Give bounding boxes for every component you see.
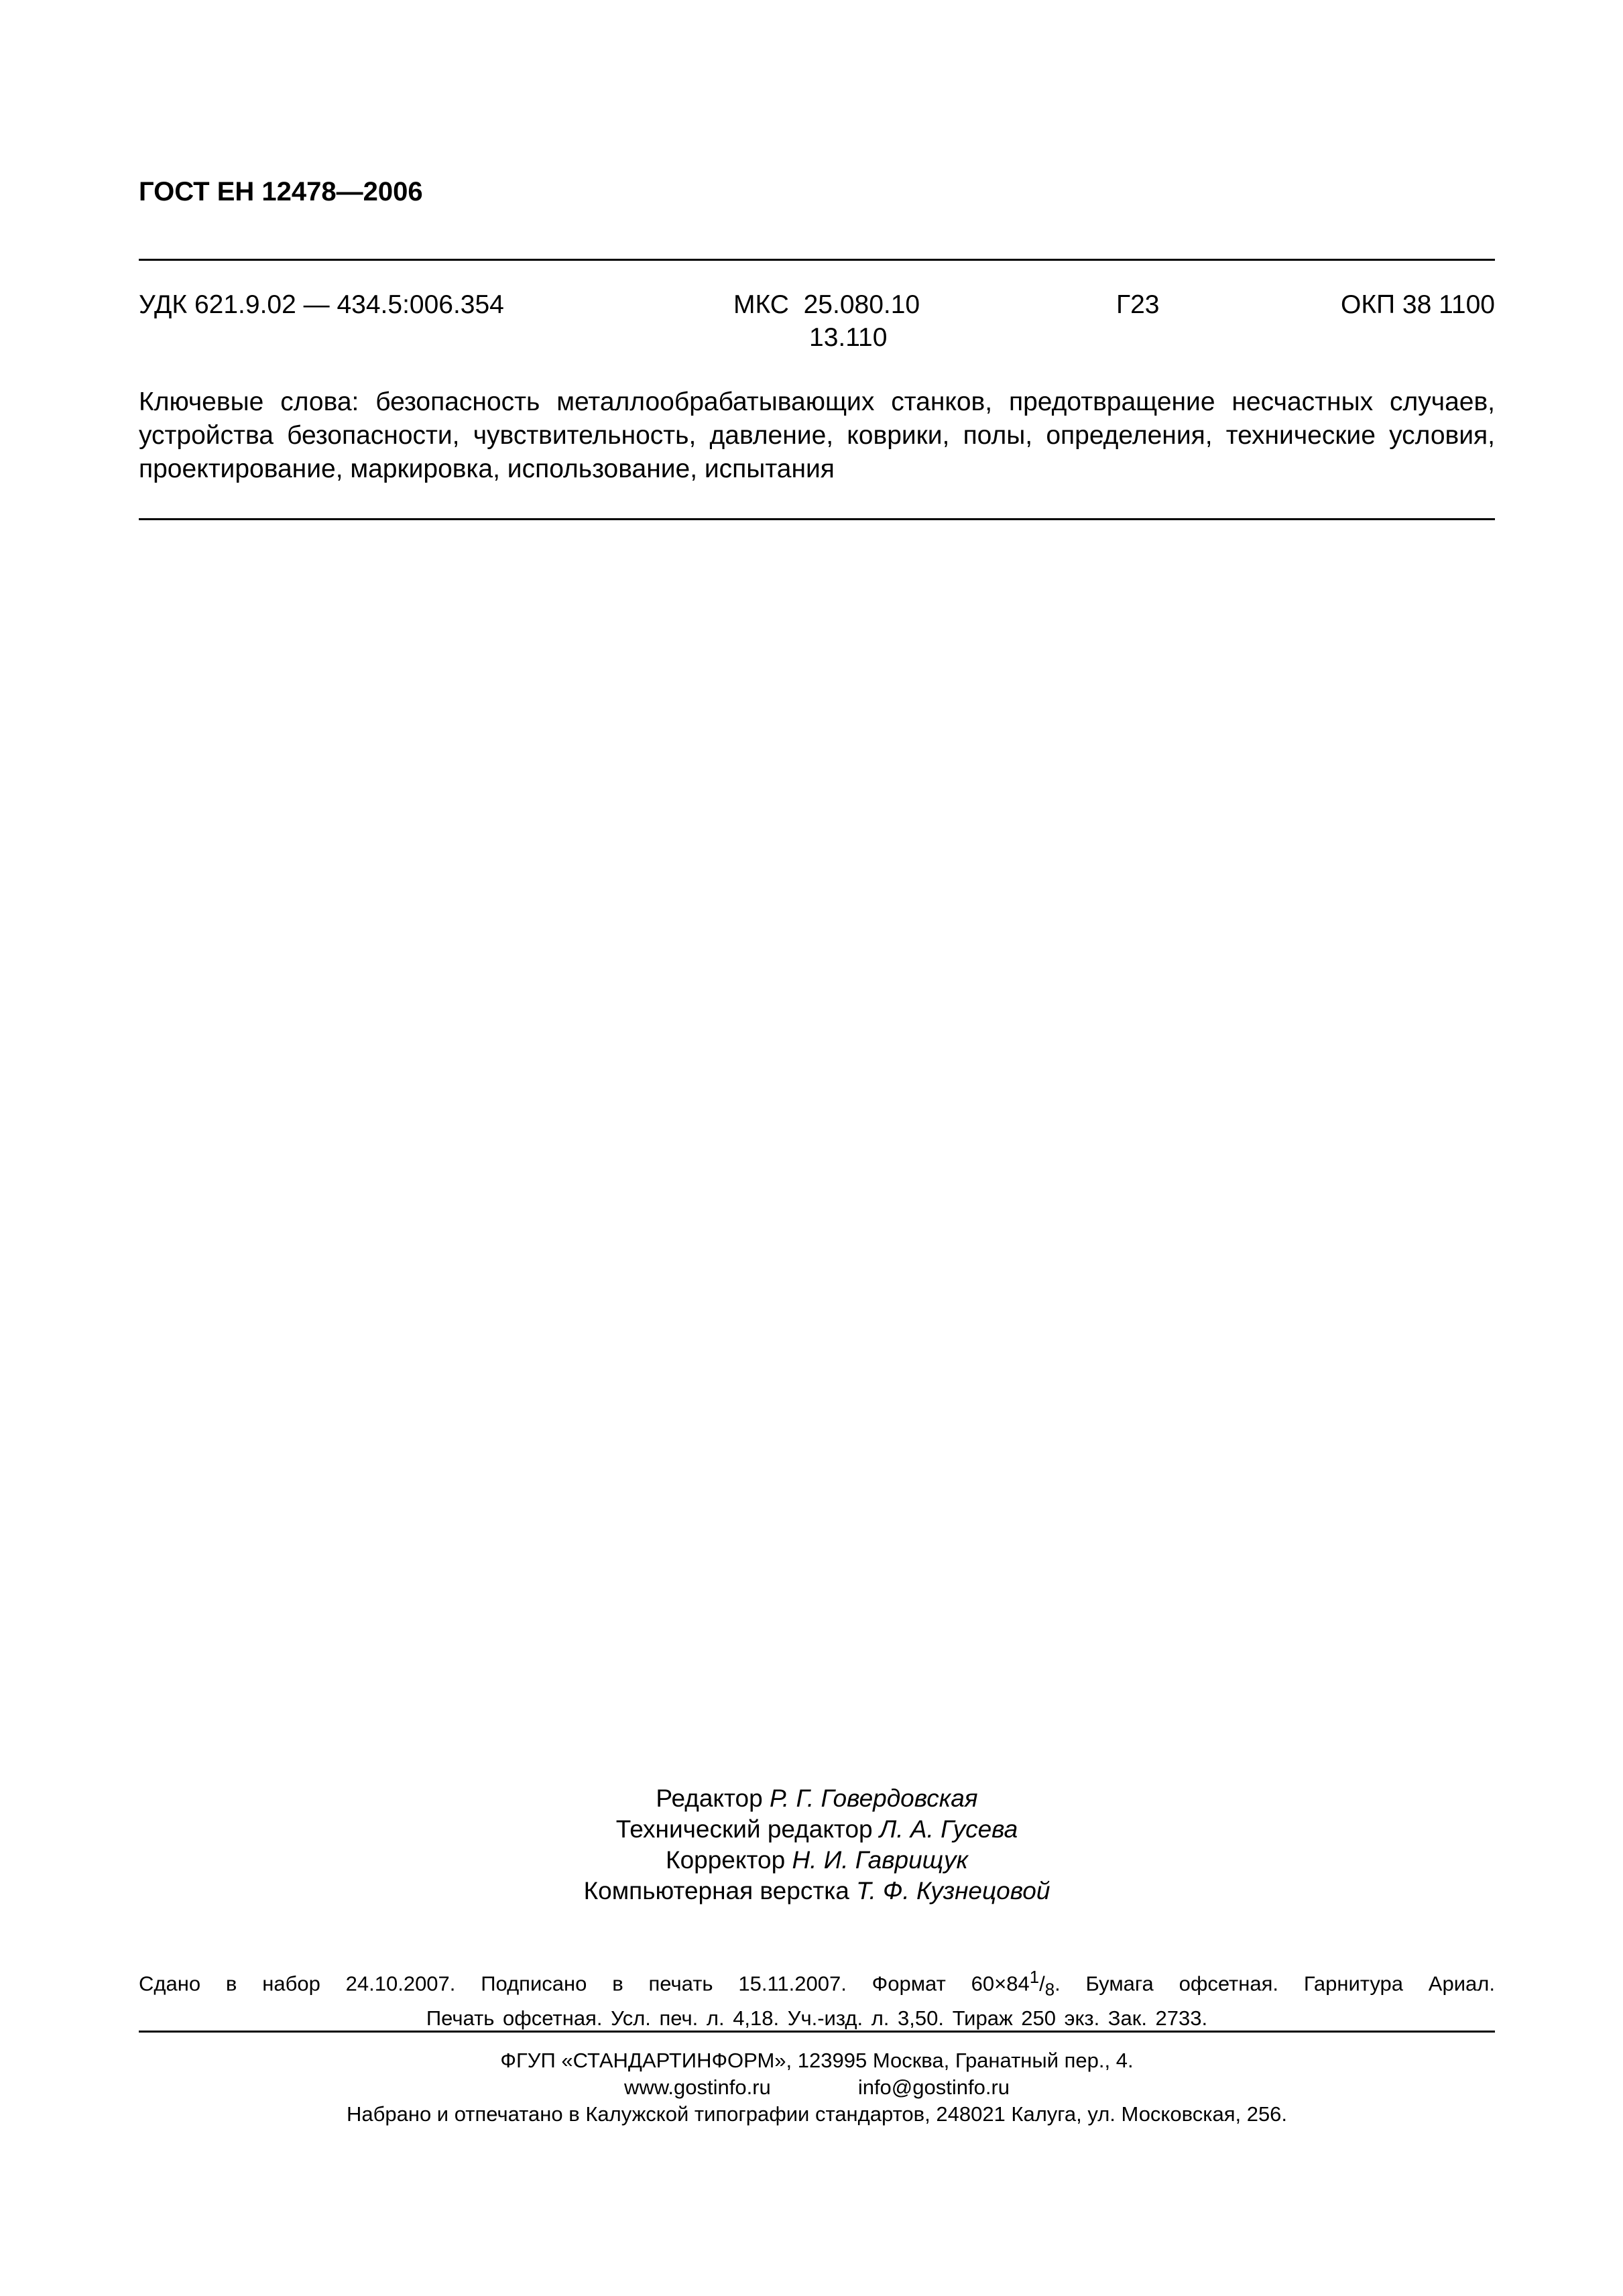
divider-after-keywords — [139, 518, 1495, 520]
format-fraction-denominator: 8 — [1044, 1980, 1055, 2000]
publisher-block — [139, 2047, 1495, 2128]
keywords-paragraph: Ключевые слова: безопасность металлообрабатывающих станков, предотвращение несчастных случаев, устройства безопасности, чувствительность, давление, коврики, полы, определения, технические условия, проектирование, маркировка, использование, испытания — [139, 387, 1495, 483]
credit-name: Л. А. Гусева — [879, 1815, 1018, 1843]
udc-code: УДК 621.9.02 — 434.5:006.354 — [139, 290, 504, 319]
credit-role: Корректор — [666, 1846, 786, 1874]
divider-bottom — [139, 2031, 1495, 2033]
publisher-email: info@gostinfo.ru — [857, 2075, 1010, 2099]
imprint-line-2: Печать офсетная. Усл. печ. л. 4,18. Уч.-изд. л. 3,50. Тираж 250 экз. Зак. 2733. — [426, 2006, 1208, 2030]
credits-block — [139, 1783, 1495, 1907]
credit-proofreader — [139, 1845, 1495, 1876]
credit-role: Редактор — [656, 1785, 763, 1812]
document-code: ГОСТ ЕН 12478—2006 — [139, 177, 423, 206]
credit-role: Компьютерная верстка — [583, 1877, 849, 1905]
printing-house: Набрано и отпечатано в Калужской типографии стандартов, 248021 Калуга, ул. Московская, 256. — [346, 2102, 1288, 2126]
mks-code-1: 25.080.10 — [803, 290, 920, 319]
credit-role: Технический редактор — [615, 1815, 873, 1843]
mks-label: МКС — [733, 290, 789, 319]
publisher-website: www.gostinfo.ru — [623, 2075, 771, 2099]
mks-code-2: 13.110 — [809, 323, 888, 352]
credit-name: Р. Г. Говердовская — [769, 1785, 978, 1812]
credit-name: Н. И. Гаврищук — [792, 1846, 968, 1874]
credit-editor — [139, 1783, 1495, 1814]
format-fraction-numerator: 1 — [1029, 1968, 1040, 1987]
publisher-name-address: ФГУП «СТАНДАРТИНФОРМ», 123995 Москва, Гранатный пер., 4. — [500, 2049, 1134, 2072]
credit-name: Т. Ф. Кузнецовой — [856, 1877, 1050, 1905]
print-imprint — [139, 1963, 1495, 2033]
mks-line-1 — [733, 288, 920, 321]
g-code: Г23 — [1116, 290, 1160, 319]
okp-code: ОКП 38 1100 — [1340, 290, 1495, 319]
divider-top — [139, 259, 1495, 261]
imprint-line-1-start: Сдано в набор 24.10.2007. Подписано в печать 15.11.2007. Формат 60×84 — [139, 1972, 1030, 1996]
imprint-line-1: Сдано в набор 24.10.2007. Подписано в печать 15.11.2007. Формат $60\times 84^1/_8$. Бумага офсетная. Гарнитура Ариал. — [139, 1968, 1495, 2000]
credit-technical-editor — [139, 1814, 1495, 1845]
credit-layout — [139, 1876, 1495, 1907]
classification-row — [139, 288, 1495, 362]
publisher-contacts — [139, 2074, 1495, 2101]
imprint-line-1-end: . Бумага офсетная. Гарнитура Ариал. — [1055, 1972, 1495, 1996]
mks-codes — [733, 288, 920, 354]
